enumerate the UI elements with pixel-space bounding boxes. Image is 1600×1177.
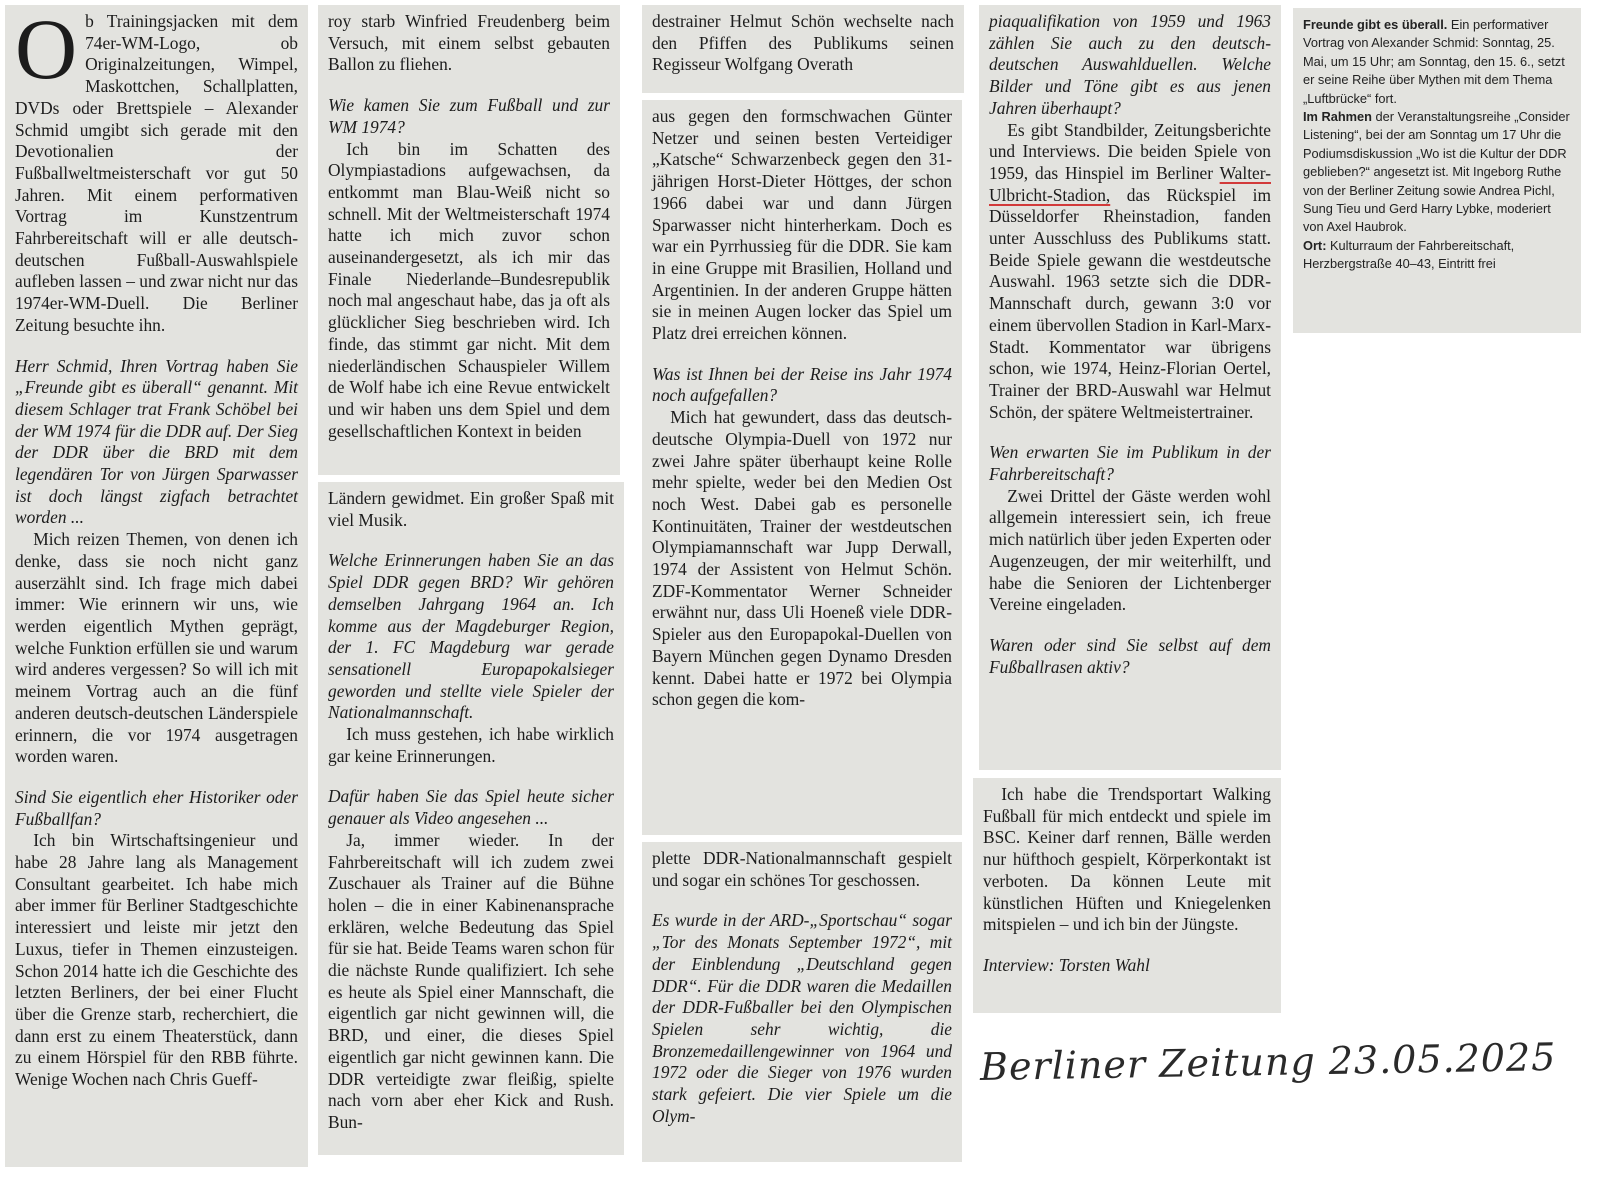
answer-continued: plette DDR-Nationalmannschaft gespielt und sogar ein schönes Tor geschossen.	[652, 848, 952, 890]
drop-cap: O	[15, 5, 78, 97]
article-column-3-middle	[642, 100, 962, 835]
underlined-stadium-name: Walter-Ulbricht-Stadion,	[989, 162, 1271, 205]
event-info-box	[1293, 8, 1581, 333]
answer: Zwei Drittel der Gäste werden wohl allgemein interessiert sein, ich freue mich natürlich über jeden Experten oder Augenzeugen, der mir weiterhilft, und habe die Senioren der Lichtenberger Vereine eingeladen.	[989, 485, 1271, 615]
info-paragraph: Ort: Kulturraum der Fahrbereitschaft, Herzbergstraße 40–43, Eintritt frei	[1303, 237, 1515, 272]
info-paragraph: Freunde gibt es überall. Ein performativer Vortrag von Alexander Schmid: Sonntag, 25. Mai, um 15 Uhr; am Sonntag, den 15. 6., setzt er seine Reihe über Mythen mit dem Thema „Luftbrücke“ fort.	[1303, 17, 1565, 106]
article-column-2-top	[318, 5, 620, 475]
handwritten-source-note: Berliner Zeitung 23.05.2025	[979, 1034, 1557, 1090]
answer: Ich muss gestehen, ich habe wirklich gar keine Erinnerungen.	[328, 724, 614, 766]
answer-continued: roy starb Winfried Freudenberg beim Versuch, mit einem selbst gebauten Ballon zu fliehen.	[328, 11, 610, 75]
answer: Es gibt Standbilder, Zeitungsberichte und Interviews. Die beiden Spiele von 1959, das Hinspiel im Berliner Walter-Ulbricht-Stadion, das Rückspiel im Düsseldorfer Rheinstadion, fanden unter Ausschluss des Publikums statt. Beide Spiele gewann die westdeutsche Auswahl. 1963 setzte sich die DDR-Mannschaft durch, gewann 3:0 vor einem übervollen Stadion in Karl-Marx-Stadt. Kommentator war übrigens schon, wie 1974, Heinz-Florian Oertel, Trainer der BRD-Auswahl war Helmut Schön, der spätere Weltmeistertrainer.	[989, 119, 1271, 422]
answer: Mich hat gewundert, dass das deutsch-deutsche Olympia-Duell von 1972 nur zwei Jahre später überhaupt keine Rolle mehr spielte, weder bei den Medien Ost noch West. Dabei gab es personelle Kontinuitäten, Trainer der westdeutschen Olympiamannschaft war Jupp Derwall, 1974 der Assistent von Helmut Schön. ZDF-Kommentator Werner Schneider erwähnt nur, dass Uli Hoeneß viele DDR-Spieler aus den Europapokal-Duellen von Bayern München gegen Dynamo Dresden kennt. Dabei hatte er 1972 bei Olympia schon gegen die kom-	[652, 407, 952, 710]
interview-credit: Interview: Torsten Wahl	[983, 954, 1150, 975]
answer: Ja, immer wieder. In der Fahrbereitschaft will ich zudem zwei Zuschauer als Trainer auf die Bühne holen – die in einer Kabinenansprache erklären, welche Bedeutung das Spiel für sie hat. Beide Teams waren schon für die nächste Runde qualifiziert. Ich sehe es heute als Spiel einer Mannschaft, die eigentlich gar nicht gewinnen will, die BRD, und einer, die dieses Spiel eigentlich gar nicht gewinnen kann. Die DDR verteidigte zwar fleißig, spielte nach vorn aber eher Kick and Rush. Bun-	[328, 829, 614, 1132]
question-continued: piaqualifikation von 1959 und 1963 zählen Sie auch zu den deutsch-deutschen Auswahlduellen. Welche Bilder und Töne gibt es aus jenen Jahren überhaupt?	[989, 11, 1271, 118]
answer-continued: aus gegen den formschwachen Günter Netzer und seinen besten Verteidiger „Katsche“ Schwarzenbeck gegen den 31-jährigen Horst-Dieter Höttges, der schon 1966 dabei war und dann Jürgen Sparwasser nicht hinterherkam. Doch es war ein Pyrrhussieg für die DDR. Sie kam in eine Gruppe mit Brasilien, Holland und Argentinien. In der anderen Gruppe hätten sie in meinen Augen locker das Spiel um Platz drei erreichen können.	[652, 106, 952, 344]
article-column-1	[5, 5, 308, 1167]
info-paragraph: Im Rahmen der Veranstaltungsreihe „Consider Listening“, bei der am Sonntag um 17 Uhr die Podiumsdiskussion „Wo ist die Kultur der DDR geblieben?“ angesetzt ist. Mit Ingeborg Ruthe von der Berliner Zeitung sowie Andrea Pichl, Sung Tieu und Gerd Harry Lybke, moderiert von Axel Haubrok.	[1303, 109, 1570, 235]
intro-paragraph: Ob Trainingsjacken mit dem 74er-WM-Logo, ob Originalzeitungen, Wimpel, Maskottchen, Schallplatten, DVDs oder Brettspiele – Alexander Schmid umgibt sich gerade mit den Devotionalien der Fußballweltmeisterschaft vor gut 50 Jahren. Mit einem performativen Vortrag im Kunstzentrum Fahrbereitschaft will er alle deutsch-deutschen Fußball-Auswahlspiele aufleben lassen – und zwar nicht nur das 1974er-WM-Duell. Die Berliner Zeitung besuchte ihn.	[15, 5, 298, 335]
answer-continued: Ländern gewidmet. Ein großer Spaß mit viel Musik.	[328, 488, 614, 530]
answer: Mich reizen Themen, von denen ich denke, dass sie noch nicht ganz auserzählt sind. Ich frage mich dabei immer: Wie erinnern wir uns, wie werden eigentlich Mythen geprägt, welche Funktion erfüllen sie und warum wird anderes vergessen? So will ich mit meinem Vortrag auch an die fünf anderen deutsch-deutschen Länderspiele erinnern, die vor 1974 ausgetragen worden waren.	[15, 529, 298, 767]
question: Was ist Ihnen bei der Reise ins Jahr 1974 noch aufgefallen?	[652, 363, 952, 406]
question: Wen erwarten Sie im Publikum in der Fahrbereitschaft?	[989, 442, 1271, 485]
article-column-4-bottom	[973, 778, 1281, 1013]
question: Waren oder sind Sie selbst auf dem Fußballrasen aktiv?	[989, 634, 1271, 677]
article-column-4-top	[979, 5, 1281, 770]
question: Herr Schmid, Ihren Vortrag haben Sie „Freunde gibt es überall“ genannt. Mit diesem Schlager trat Frank Schöbel bei der WM 1974 für die DDR auf. Der Sieg der DDR über die BRD mit dem legendären Tor von Jürgen Sparwasser ist doch längst zigfach betrachtet worden ...	[15, 355, 298, 528]
answer-continued: destrainer Helmut Schön wechselte nach den Pfiffen des Publikums seinen Regisseur Wolfgang Overath	[652, 11, 954, 75]
answer: Ich bin im Schatten des Olympiastadions aufgewachsen, da entkommt man Blau-Weiß nicht so schnell. Mit der Weltmeisterschaft 1974 hatte ich mich zuvor schon auseinandergesetzt, als ich mir das Finale Niederlande–Bundesrepublik noch mal angeschaut habe, das ja oft als glücklicher Sieg beschrieben wird. Ich finde, das stimmt gar nicht. Mit dem niederländischen Schauspieler Willem de Wolf habe ich eine Revue entwickelt und wir haben uns dem Spiel und dem gesellschaftlichen Kontext in beiden	[328, 138, 610, 441]
question: Wie kamen Sie zum Fußball und zur WM 1974?	[328, 95, 610, 137]
question: Sind Sie eigentlich eher Historiker oder Fußballfan?	[15, 786, 298, 829]
article-column-3-bottom	[642, 842, 962, 1162]
question: Dafür haben Sie das Spiel heute sicher genauer als Video angesehen ...	[328, 786, 614, 829]
answer: Ich bin Wirtschaftsingenieur und habe 28 Jahre lang als Management Consultant gearbeitet. Ich habe mich aber immer für Berliner Stadtgeschichte interessiert und leiste mir jetzt den Luxus, tiefer in Themen einzusteigen. Schon 2014 hatte ich die Geschichte des letzten Berliners, der bei einer Flucht über die Grenze starb, recherchiert, die dann erst zu einem Theaterstück, dann zu einem Hörspiel für den RBB führte. Wenige Wochen nach Chris Gueff-	[15, 830, 298, 1090]
article-column-3-top	[642, 5, 964, 93]
question: Welche Erinnerungen haben Sie an das Spiel DDR gegen BRD? Wir gehören demselben Jahrgang 1964 an. Ich komme aus der Magdeburger Region, der 1. FC Magdeburg war gerade sensationell Europapokalsieger geworden und stellte viele Spieler der Nationalmannschaft.	[328, 550, 614, 723]
article-column-2-bottom	[318, 482, 624, 1155]
answer: Ich habe die Trendsportart Walking Fußball für mich entdeckt und spiele im BSC. Keiner darf rennen, Bälle werden nur hüfthoch gespielt, Körperkontakt ist verboten. Da können Leute mit künstlichen Hüften und Kniegelenken mitspielen – und ich bin der Jüngste.	[983, 784, 1271, 935]
question: Es wurde in der ARD-„Sportschau“ sogar „Tor des Monats September 1972“, mit der Einblendung „Deutschland gegen DDR“. Für die DDR waren die Medaillen der DDR-Fußballer bei den Olympischen Spielen sehr wichtig, die Bronzemedaillengewinner von 1964 und 1972 oder die Sieger von 1976 wurden stark gefeiert. Die vier Spiele um die Olym-	[652, 910, 952, 1126]
